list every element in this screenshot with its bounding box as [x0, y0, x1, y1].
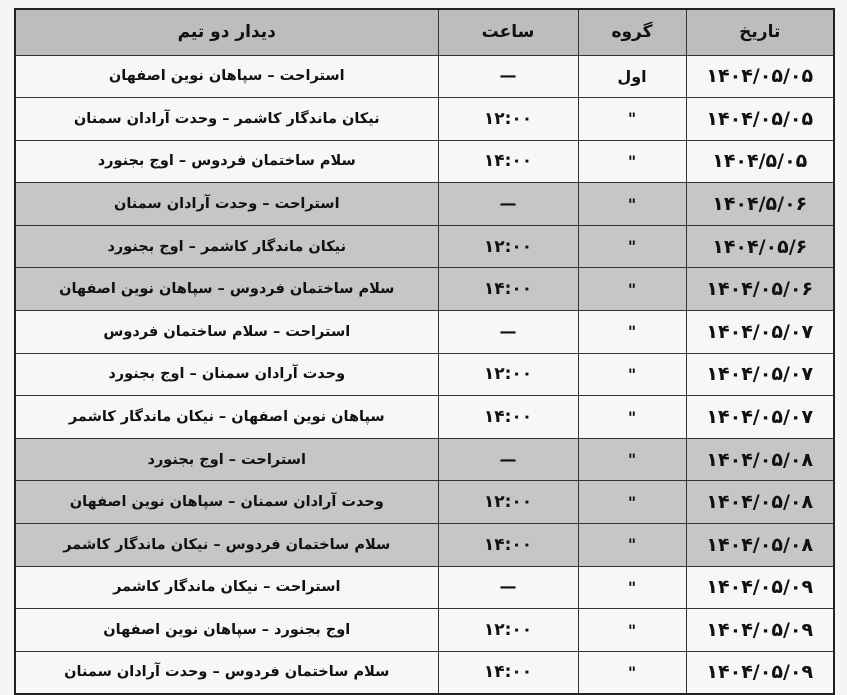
- table-row: [15, 566, 834, 609]
- match-cell: استراحت – سپاهان نوین اصفهان: [15, 55, 438, 98]
- match-cell: وحدت آرادان سمنان – اوج بجنورد: [15, 353, 438, 396]
- table-row: [15, 98, 834, 141]
- group-cell: ": [578, 268, 686, 311]
- group-cell: ": [578, 609, 686, 652]
- table-row: [15, 396, 834, 439]
- time-cell: ۱۲:۰۰: [438, 609, 578, 652]
- table-row: [15, 524, 834, 567]
- header-row: [15, 9, 834, 55]
- table-row: [15, 481, 834, 524]
- group-cell: ": [578, 651, 686, 694]
- match-cell: سپاهان نوین اصفهان – نیکان ماندگار کاشمر: [15, 396, 438, 439]
- time-cell: —: [438, 183, 578, 226]
- match-cell: وحدت آرادان سمنان – سپاهان نوین اصفهان: [15, 481, 438, 524]
- date-cell: ۱۴۰۴/۰۵/۰۵: [686, 55, 834, 98]
- table-row: [15, 651, 834, 694]
- time-cell: ۱۴:۰۰: [438, 268, 578, 311]
- time-cell: —: [438, 438, 578, 481]
- date-cell: ۱۴۰۴/۰۵/۰۹: [686, 566, 834, 609]
- group-cell: ": [578, 438, 686, 481]
- time-cell: ۱۴:۰۰: [438, 651, 578, 694]
- date-cell: ۱۴۰۴/۰۵/۰۷: [686, 311, 834, 354]
- date-cell: ۱۴۰۴/۰۵/۰۷: [686, 353, 834, 396]
- table-row: [15, 311, 834, 354]
- date-cell: ۱۴۰۴/۰۵/۰۵: [686, 98, 834, 141]
- match-schedule-table: [14, 8, 835, 695]
- time-cell: —: [438, 311, 578, 354]
- match-cell: نیکان ماندگار کاشمر – اوج بجنورد: [15, 225, 438, 268]
- group-cell: ": [578, 311, 686, 354]
- group-cell: ": [578, 481, 686, 524]
- time-cell: ۱۲:۰۰: [438, 225, 578, 268]
- group-cell: ": [578, 225, 686, 268]
- match-cell: سلام ساختمان فردوس – سپاهان نوین اصفهان: [15, 268, 438, 311]
- group-cell: ": [578, 183, 686, 226]
- date-cell: ۱۴۰۴/۵/۰۶: [686, 183, 834, 226]
- match-cell: سلام ساختمان فردوس – اوج بجنورد: [15, 140, 438, 183]
- time-cell: ۱۲:۰۰: [438, 98, 578, 141]
- match-cell: استراحت – سلام ساختمان فردوس: [15, 311, 438, 354]
- table-row: [15, 183, 834, 226]
- group-cell: ": [578, 524, 686, 567]
- match-cell: نیکان ماندگار کاشمر – وحدت آرادان سمنان: [15, 98, 438, 141]
- match-cell: اوج بجنورد – سپاهان نوین اصفهان: [15, 609, 438, 652]
- time-cell: ۱۴:۰۰: [438, 524, 578, 567]
- group-cell: ": [578, 396, 686, 439]
- date-cell: ۱۴۰۴/۰۵/۶: [686, 225, 834, 268]
- header-date: تاریخ: [686, 9, 834, 55]
- header-match: دیدار دو تیم: [15, 9, 438, 55]
- table-row: [15, 225, 834, 268]
- match-cell: سلام ساختمان فردوس – نیکان ماندگار کاشمر: [15, 524, 438, 567]
- time-cell: —: [438, 55, 578, 98]
- match-cell: سلام ساختمان فردوس – وحدت آرادان سمنان: [15, 651, 438, 694]
- group-cell: ": [578, 353, 686, 396]
- match-cell: استراحت – وحدت آرادان سمنان: [15, 183, 438, 226]
- date-cell: ۱۴۰۴/۰۵/۰۶: [686, 268, 834, 311]
- group-cell: اول: [578, 55, 686, 98]
- group-cell: ": [578, 566, 686, 609]
- time-cell: ۱۲:۰۰: [438, 481, 578, 524]
- schedule-body: [15, 55, 834, 694]
- date-cell: ۱۴۰۴/۰۵/۰۹: [686, 609, 834, 652]
- date-cell: ۱۴۰۴/۰۵/۰۹: [686, 651, 834, 694]
- time-cell: ۱۴:۰۰: [438, 396, 578, 439]
- time-cell: ۱۴:۰۰: [438, 140, 578, 183]
- header-time: ساعت: [438, 9, 578, 55]
- group-cell: ": [578, 140, 686, 183]
- match-cell: استراحت – اوج بجنورد: [15, 438, 438, 481]
- time-cell: ۱۲:۰۰: [438, 353, 578, 396]
- table-row: [15, 268, 834, 311]
- header-group: گروه: [578, 9, 686, 55]
- group-cell: ": [578, 98, 686, 141]
- table-row: [15, 353, 834, 396]
- date-cell: ۱۴۰۴/۵/۰۵: [686, 140, 834, 183]
- date-cell: ۱۴۰۴/۰۵/۰۸: [686, 438, 834, 481]
- table-row: [15, 140, 834, 183]
- date-cell: ۱۴۰۴/۰۵/۰۸: [686, 524, 834, 567]
- match-cell: استراحت – نیکان ماندگار کاشمر: [15, 566, 438, 609]
- table-row: [15, 55, 834, 98]
- date-cell: ۱۴۰۴/۰۵/۰۷: [686, 396, 834, 439]
- date-cell: ۱۴۰۴/۰۵/۰۸: [686, 481, 834, 524]
- time-cell: —: [438, 566, 578, 609]
- table-row: [15, 609, 834, 652]
- table-row: [15, 438, 834, 481]
